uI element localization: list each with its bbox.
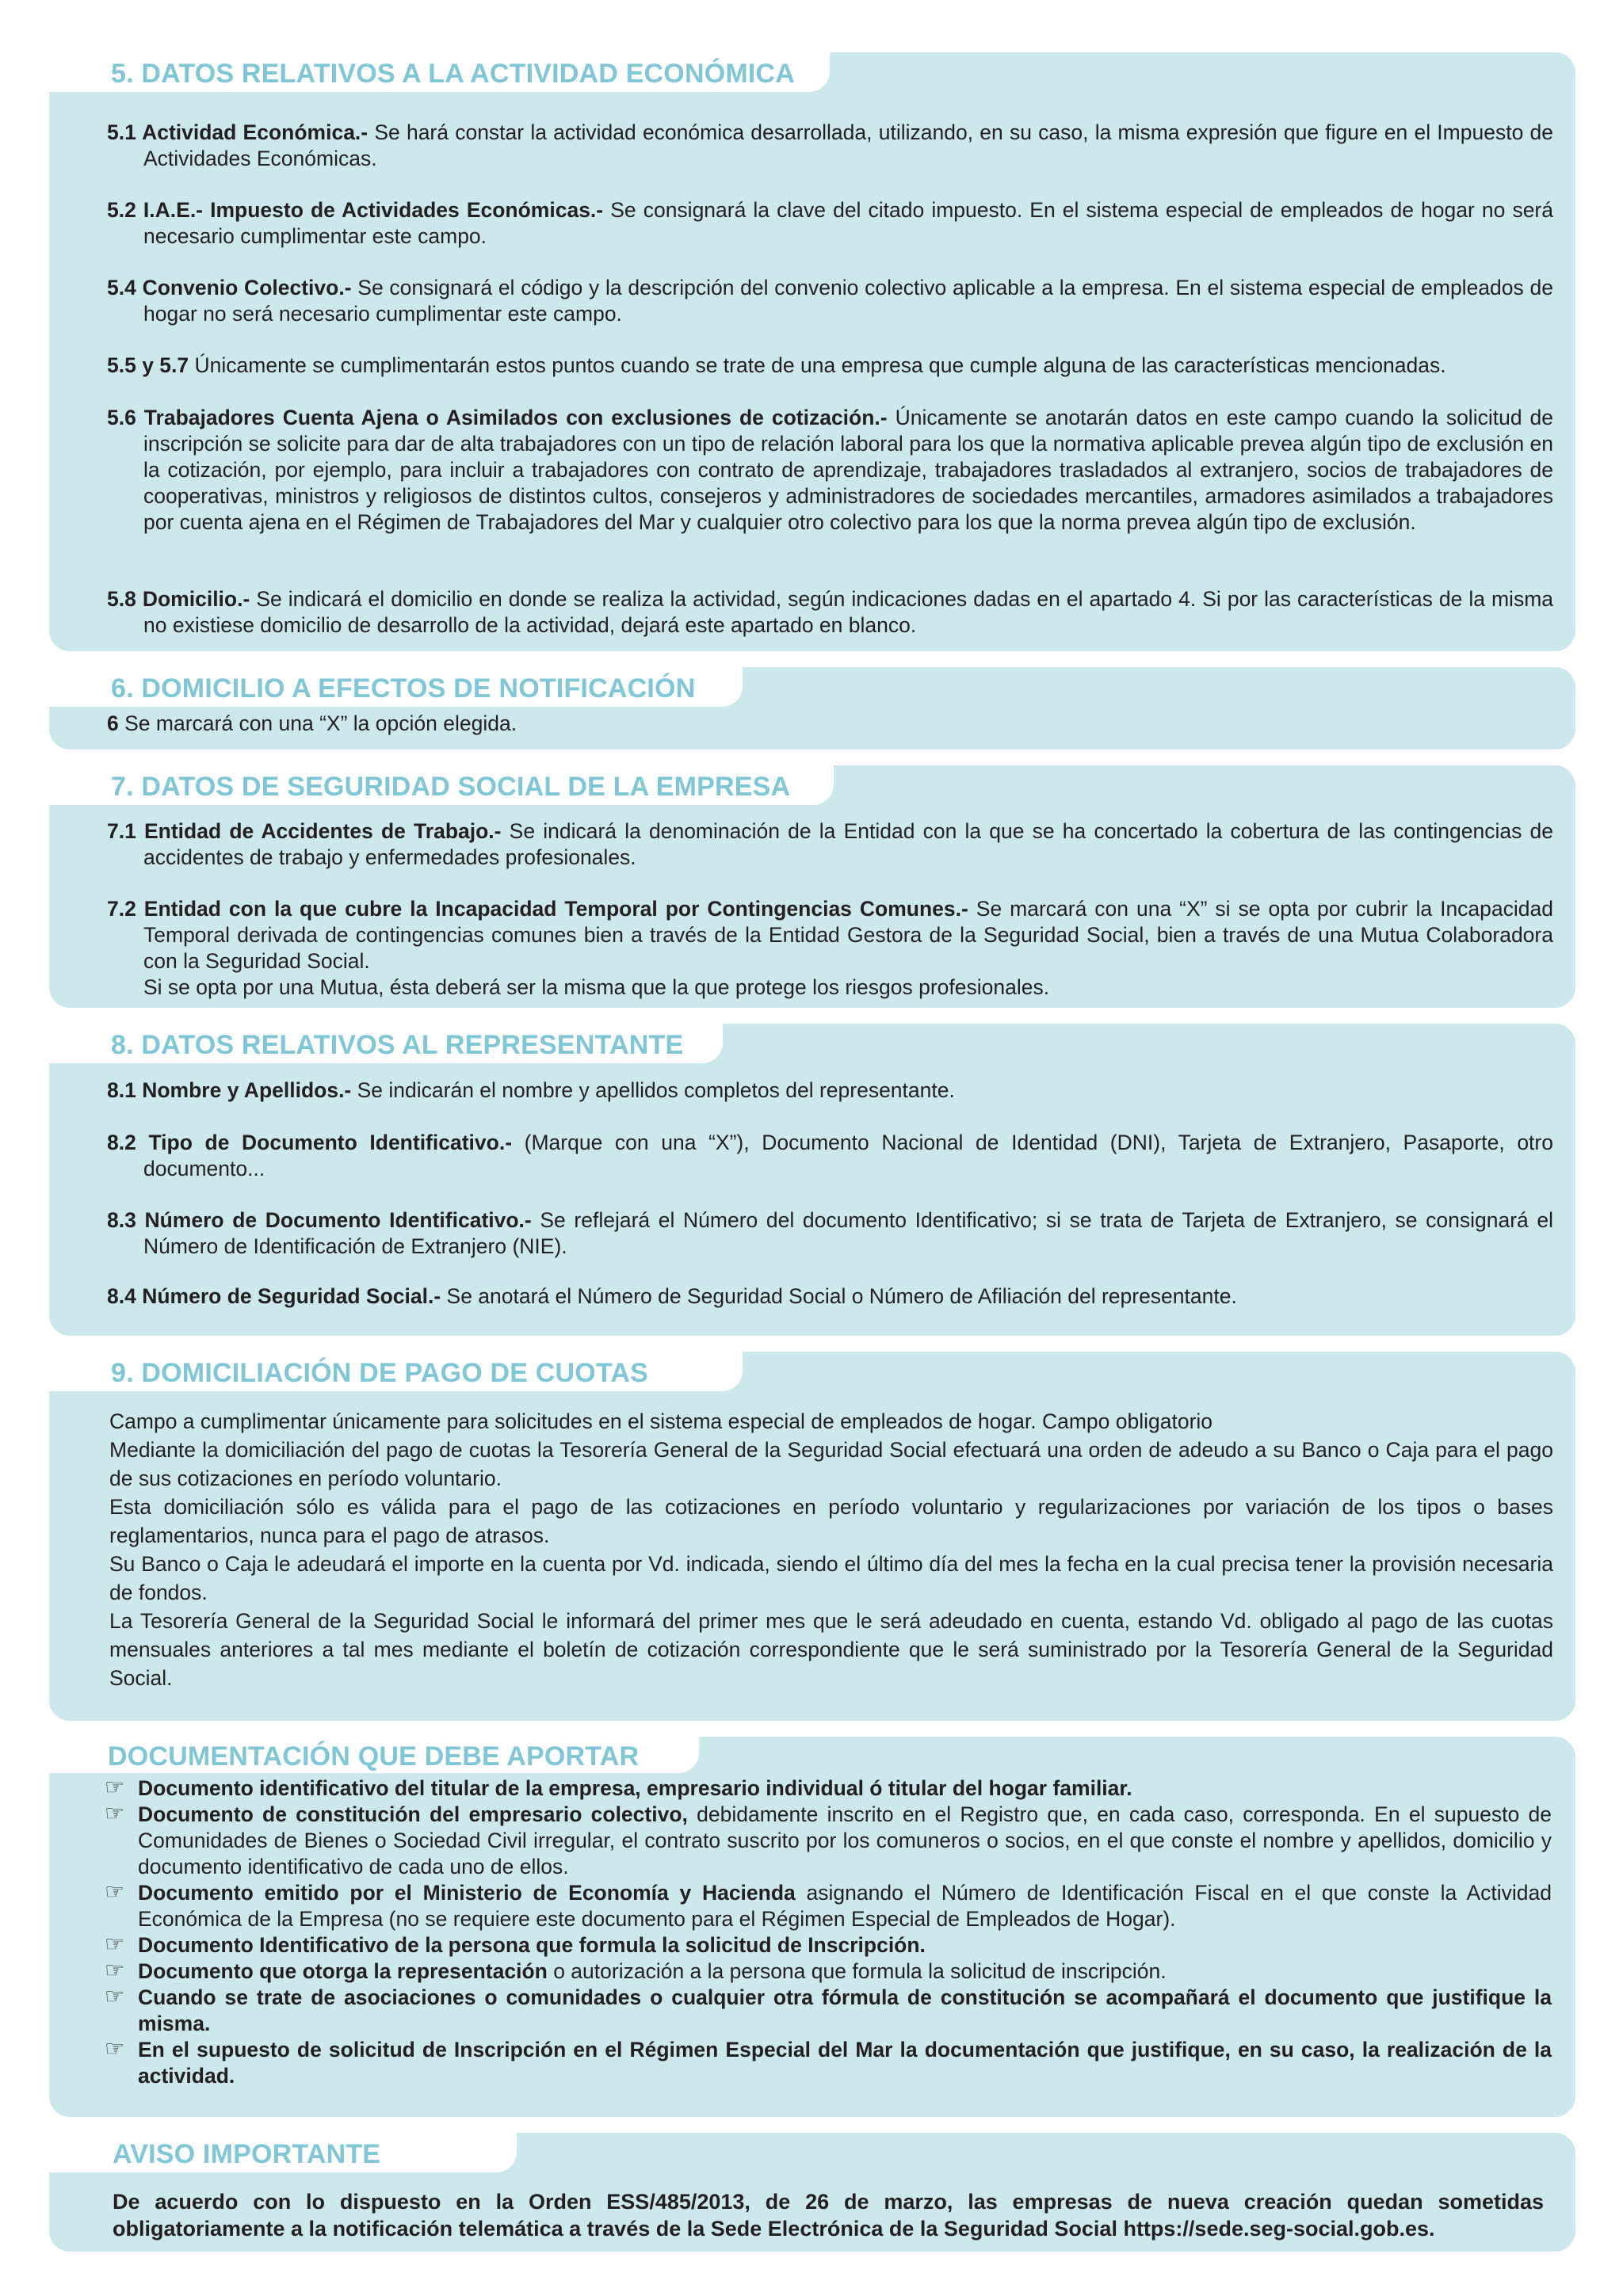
item-5-4 [107, 275, 1553, 327]
documentation-item-text: asignando el Número de Identificación Fiscal en el que conste la Actividad Económica de la Empresa (no se requiere este documento para el Régimen Especial de Empleados de Hogar). [138, 1881, 1552, 1931]
section-9-body [109, 1407, 1553, 1692]
pointing-hand-icon: ☞ [105, 1932, 125, 1956]
item-8-2 [107, 1130, 1553, 1182]
item-5-1-lead: 5.1 Actividad Económica.- [107, 120, 369, 144]
section-6-box [49, 667, 1575, 749]
documentation-item [101, 1932, 1552, 1958]
item-5-8 [107, 586, 1553, 639]
notice-title: AVISO IMPORTANTE [113, 2139, 381, 2169]
documentation-list [101, 1775, 1552, 2089]
section-8-title: 8. DATOS RELATIVOS AL REPRESENTANTE [111, 1030, 684, 1060]
item-7-2-text: Se marcará con una “X” si se opta por cubrir la Incapacidad Temporal derivada de contingencias comunes bien a través de la Entidad Gestora de la Seguridad Social, bien a través de una Mutua Colaboradora con la Seguridad Social. [143, 897, 1553, 973]
documentation-item [101, 1958, 1552, 1985]
item-5-1 [107, 120, 1553, 172]
item-5-5-5-7 [107, 353, 1553, 379]
item-5-5-text: Únicamente se cumplimentarán estos puntos cuando se trate de una empresa que cumple alguna de las características mencionadas. [189, 353, 1446, 377]
section-5-tab [49, 52, 830, 92]
documentation-item [101, 1880, 1552, 1932]
item-5-6-text: Únicamente se anotarán datos en este campo cuando la solicitud de inscripción se solicite para dar de alta trabajadores con un tipo de relación laboral para los que la normativa aplicable prevea algún tipo de exclusión en la cotización, por ejemplo, para incluir a trabajadores con contrato de aprendizaje, trabajadores trasladados al extranjero, socios de trabajadores de cooperativas, ministros y religiosos de distintos cultos, consejeros y administradores de sociedades mercantiles, armadores asimilados a trabajadores por cuenta ajena en el Régimen de Trabajadores del Mar y cualquier otro colectivo para los que la norma prevea algún tipo de exclusión. [143, 406, 1553, 534]
documentation-title: DOCUMENTACIÓN QUE DEBE APORTAR [108, 1741, 640, 1772]
section-9-box [49, 1352, 1575, 1721]
pointing-hand-icon: ☞ [105, 1984, 125, 2008]
item-5-1-text: Se hará constar la actividad económica desarrollada, utilizando, en su caso, la misma expresión que figure en el Impuesto de Actividades Económicas. [143, 120, 1553, 170]
documentation-item-bold: Documento emitido por el Ministerio de Economía y Hacienda [138, 1881, 796, 1905]
item-5-5-lead: 5.5 y 5.7 [107, 353, 189, 377]
section-9-title: 9. DOMICILIACIÓN DE PAGO DE CUOTAS [111, 1358, 649, 1388]
section-7-title: 7. DATOS DE SEGURIDAD SOCIAL DE LA EMPRESA [111, 772, 791, 802]
section-7-tab [49, 765, 834, 805]
notice-box [49, 2133, 1575, 2252]
item-5-2-lead: 5.2 I.A.E.- Impuesto de Actividades Económicas.- [107, 198, 604, 222]
item-5-8-text: Se indicará el domicilio en donde se realiza la actividad, según indicaciones dadas en el apartado 4. Si por las características de la misma no existiese domicilio de desarrollo de la actividad, dejará este apartado en blanco. [143, 587, 1554, 637]
pointing-hand-icon: ☞ [105, 1775, 125, 1799]
item-7-1 [107, 818, 1553, 871]
item-6 [107, 711, 1553, 737]
item-8-4-lead: 8.4 Número de Seguridad Social.- [107, 1284, 441, 1308]
documentation-item-bold: En el supuesto de solicitud de Inscripción en el Régimen Especial del Mar la documentación que justifique, en su caso, la realización de la actividad. [138, 2038, 1552, 2088]
documentation-item-bold: Documento de constitución del empresario colectivo, [138, 1802, 688, 1826]
pointing-hand-icon: ☞ [105, 1801, 125, 1825]
section-6-title: 6. DOMICILIO A EFECTOS DE NOTIFICACIÓN [111, 673, 696, 704]
documentation-box [49, 1737, 1575, 2117]
item-8-4-text: Se anotará el Número de Seguridad Social o Número de Afiliación del representante. [441, 1284, 1237, 1308]
item-7-1-lead: 7.1 Entidad de Accidentes de Trabajo.- [107, 819, 502, 843]
section-6-tab [49, 667, 743, 707]
item-6-lead: 6 [107, 711, 119, 735]
section-5-title: 5. DATOS RELATIVOS A LA ACTIVIDAD ECONÓMICA [111, 59, 796, 89]
documentation-item [101, 2037, 1552, 2089]
documentation-item [101, 1775, 1552, 1802]
section-8-box [49, 1024, 1575, 1336]
section-9-paragraph: Mediante la domiciliación del pago de cuotas la Tesorería General de la Seguridad Social efectuará una orden de adeudo a su Banco o Caja para el pago de sus cotizaciones en período voluntario. [109, 1438, 1553, 1490]
item-7-1-text: Se indicará la denominación de la Entidad con la que se ha concertado la cobertura de las contingencias de accidentes de trabajo y enfermedades profesionales. [143, 819, 1553, 869]
item-8-1-lead: 8.1 Nombre y Apellidos.- [107, 1078, 352, 1102]
section-9-paragraph: La Tesorería General de la Seguridad Social le informará del primer mes que le será adeudado en cuenta, estando Vd. obligado al pago de las cuotas mensuales anteriores a tal mes mediante el boletín de cotización correspondiente que le será suministrado por la Tesorería General de la Seguridad Social. [109, 1609, 1553, 1690]
item-8-2-text: (Marque con una “X”), Documento Nacional de Identidad (DNI), Tarjeta de Extranjero, Pasaporte, otro documento... [143, 1131, 1553, 1180]
section-9-paragraph: Campo a cumplimentar únicamente para solicitudes en el sistema especial de empleados de hogar. Campo obligatorio [109, 1409, 1213, 1433]
item-5-4-lead: 5.4 Convenio Colectivo.- [107, 276, 352, 299]
documentation-item-bold: Documento identificativo del titular de la empresa, empresario individual ó titular del hogar familiar. [138, 1776, 1132, 1800]
item-6-text: Se marcará con una “X” la opción elegida. [118, 711, 517, 735]
section-9-paragraph: Su Banco o Caja le adeudará el importe en la cuenta por Vd. indicada, siendo el último día del mes la fecha en la cual precisa tener la provisión necesaria de fondos. [109, 1552, 1553, 1604]
item-8-3-lead: 8.3 Número de Documento Identificativo.- [107, 1208, 532, 1232]
documentation-item-text: debidamente inscrito en el Registro que, en cada caso, corresponda. En el supuesto de Comunidades de Bienes o Sociedad Civil irregular, el contrato suscrito por los comuneros o socios, en el que conste el nombre y apellidos, domicilio y documento identificativo de cada uno de ellos. [138, 1802, 1552, 1878]
item-5-6 [107, 405, 1553, 536]
section-9-paragraph: Esta domiciliación sólo es válida para el pago de las cotizaciones en período voluntario y regularizaciones por variación de los tipos o bases reglamentarios, nunca para el pago de atrasos. [109, 1495, 1553, 1547]
item-8-2-lead: 8.2 Tipo de Documento Identificativo.- [107, 1131, 513, 1154]
item-8-4 [107, 1283, 1553, 1310]
item-7-2 [107, 896, 1553, 1001]
item-8-3 [107, 1207, 1553, 1260]
item-8-1 [107, 1077, 1553, 1104]
documentation-item-bold: Documento que otorga la representación [138, 1959, 548, 1983]
section-8-tab [49, 1024, 723, 1063]
item-8-3-text: Se reflejará el Número del documento Identificativo; si se trata de Tarjeta de Extranjero, se consignará el Número de Identificación de Extranjero (NIE). [143, 1208, 1553, 1258]
documentation-item [101, 1802, 1552, 1880]
pointing-hand-icon: ☞ [105, 1879, 125, 1904]
item-8-1-text: Se indicarán el nombre y apellidos completos del representante. [351, 1078, 955, 1102]
documentation-item-bold: Cuando se trate de asociaciones o comunidades o cualquier otra fórmula de constitución se acompañará el documento que justifique la misma. [138, 1985, 1552, 2035]
item-5-4-text: Se consignará el código y la descripción del convenio colectivo aplicable a la empresa. En el sistema especial de empleados de hogar no será necesario cumplimentar este campo. [143, 276, 1553, 326]
notice-text: De acuerdo con lo dispuesto en la Orden ESS/485/2013, de 26 de marzo, las empresas de nueva creación quedan sometidas obligatoriamente a la notificación telemática a través de la Sede Electrónica de la Seguridad Social https://sede.seg-social.gob.es. [113, 2190, 1544, 2241]
section-9-tab [49, 1352, 743, 1391]
pointing-hand-icon: ☞ [105, 1958, 125, 1982]
documentation-item-bold: Documento Identificativo de la persona que formula la solicitud de Inscripción. [138, 1933, 926, 1957]
pointing-hand-icon: ☞ [105, 2036, 125, 2061]
item-5-6-lead: 5.6 Trabajadores Cuenta Ajena o Asimilados con exclusiones de cotización.- [107, 406, 888, 429]
section-5-box [49, 52, 1575, 651]
item-7-2-lead: 7.2 Entidad con la que cubre la Incapacidad Temporal por Contingencias Comunes.- [107, 897, 968, 921]
section-7-box [49, 765, 1575, 1008]
documentation-item [101, 1985, 1552, 2037]
documentation-item-text: o autorización a la persona que formula la solicitud de inscripción. [547, 1959, 1167, 1983]
item-5-2 [107, 197, 1553, 250]
item-5-2-text: Se consignará la clave del citado impuesto. En el sistema especial de empleados de hogar no será necesario cumplimentar este campo. [143, 198, 1553, 248]
item-7-2-extra: Si se opta por una Mutua, ésta deberá ser la misma que la que protege los riesgos profesionales. [143, 975, 1050, 999]
notice-tab [49, 2133, 517, 2172]
documentation-tab [49, 1737, 699, 1773]
item-5-8-lead: 5.8 Domicilio.- [107, 587, 250, 611]
